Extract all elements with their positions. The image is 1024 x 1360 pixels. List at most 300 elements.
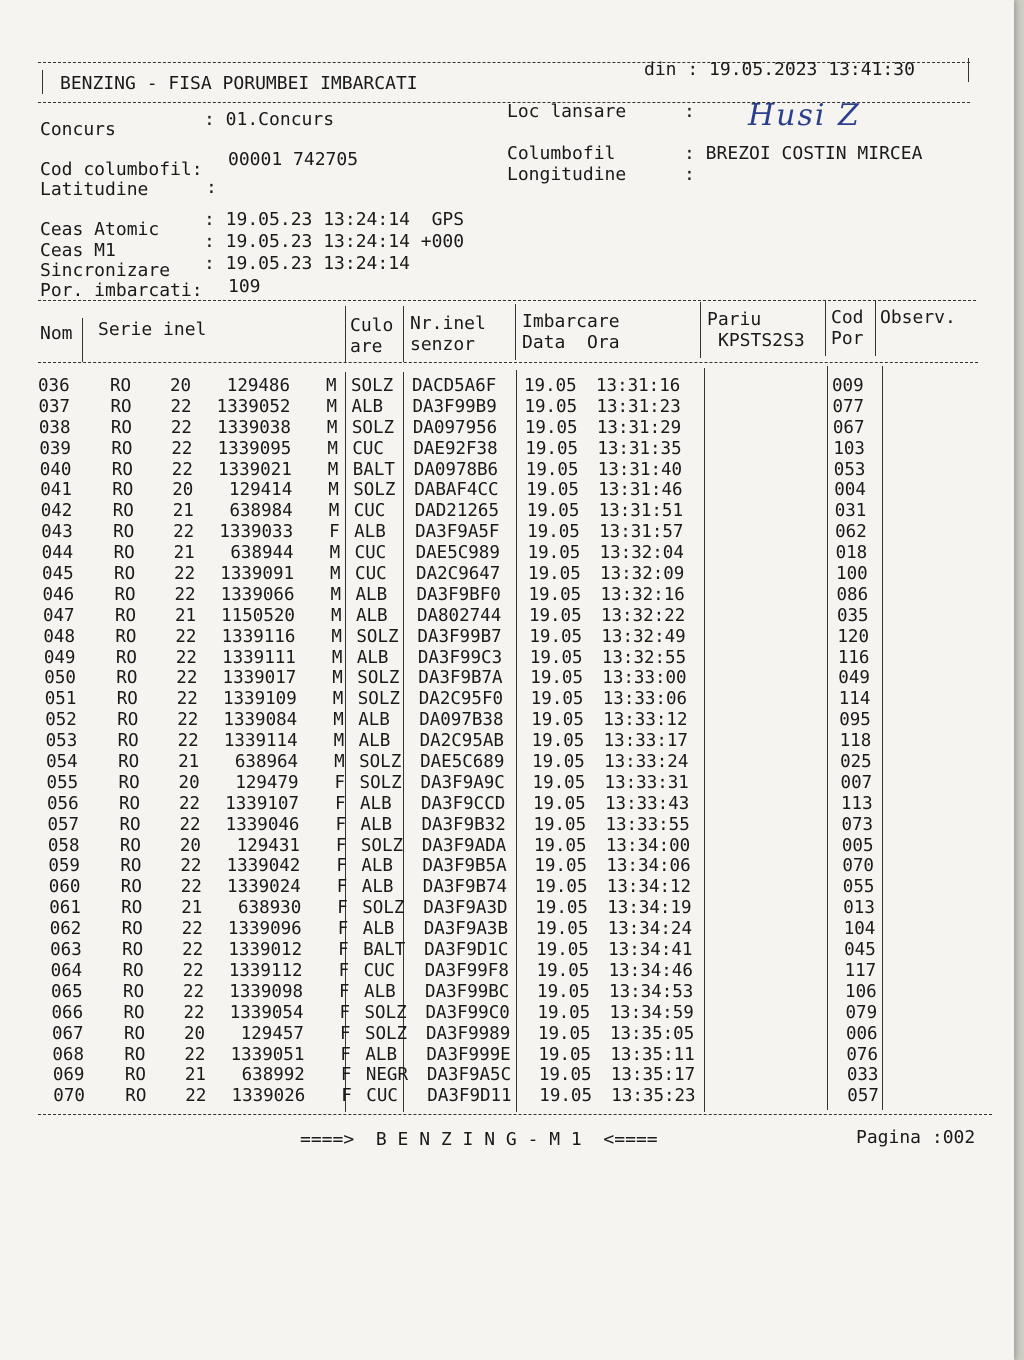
pigeon-code-cell: 004 (834, 480, 866, 501)
nom-cell: 069 (52, 1065, 85, 1086)
nom-cell: 059 (48, 856, 80, 877)
color-cell: SOLZ (357, 689, 400, 710)
color-cell: ALB (362, 919, 395, 940)
columbofil-value: : BREZOI COSTIN MIRCEA (684, 143, 923, 164)
pigeon-code-cell: 100 (836, 564, 868, 585)
footer-brand: ====> B E N Z I N G - M 1 <==== (300, 1129, 658, 1150)
ceas-m1-label: Ceas M1 (40, 240, 116, 261)
sensor-id-cell: DA3F99B7 (417, 626, 502, 647)
latitudine-colon: : (206, 177, 217, 198)
year-cell: 22 (174, 564, 196, 585)
concurs-label: Concurs (40, 119, 116, 140)
year-cell: 22 (183, 981, 205, 1002)
table-header-bottom-rule (38, 362, 978, 363)
time-cell: 13:33:12 (603, 710, 688, 731)
color-cell: SOLZ (362, 898, 405, 919)
nom-cell: 061 (49, 898, 81, 919)
year-cell: 20 (170, 376, 192, 396)
color-cell: ALB (360, 793, 392, 814)
time-cell: 13:33:00 (602, 668, 687, 689)
cod-columbofil-value: 00001 742705 (228, 149, 359, 170)
sex-cell: F (339, 1023, 351, 1044)
sensor-id-cell: DA3F9ADA (421, 835, 507, 856)
pigeon-code-cell: 062 (835, 522, 867, 543)
date-cell: 19.05 (536, 940, 589, 961)
time-cell: 13:35:05 (609, 1023, 695, 1044)
country-cell: RO (124, 1065, 146, 1086)
date-cell: 19.05 (524, 417, 578, 438)
pigeon-code-cell: 009 (832, 376, 864, 396)
pigeon-code-cell: 055 (842, 877, 875, 898)
date-cell: 19.05 (528, 605, 582, 626)
date-cell: 19.05 (527, 522, 580, 543)
color-cell: ALB (354, 522, 386, 543)
color-cell: ALB (361, 856, 393, 877)
country-cell: RO (116, 689, 138, 710)
pigeon-code-cell: 106 (845, 981, 877, 1002)
header-left-bar (42, 70, 43, 94)
sex-cell: F (336, 877, 348, 898)
cod-columbofil-label: Cod columbofil: (40, 159, 203, 180)
nom-cell: 043 (41, 522, 73, 543)
sensor-id-cell: DA3F99C0 (425, 1002, 510, 1023)
col-header-cod-1: Cod (831, 307, 864, 328)
country-cell: RO (123, 1002, 145, 1023)
time-cell: 13:31:57 (599, 522, 684, 543)
date-cell: 19.05 (535, 919, 589, 940)
date-cell: 19.05 (533, 793, 586, 814)
nom-cell: 057 (47, 814, 80, 835)
country-cell: RO (110, 376, 132, 396)
ring-number-cell: 129479 (235, 772, 299, 793)
time-cell: 13:31:51 (598, 501, 683, 522)
body-divider-culoare (403, 372, 404, 1112)
pigeon-code-cell: 076 (846, 1044, 878, 1065)
ring-number-cell: 1339042 (226, 856, 301, 877)
sex-cell: M (332, 668, 343, 689)
date-cell: 19.05 (536, 960, 590, 981)
sex-cell: F (340, 1065, 352, 1086)
nom-cell: 046 (42, 584, 75, 605)
ring-number-cell: 1339084 (223, 710, 298, 731)
body-divider-imbarcare (704, 368, 705, 1112)
country-cell: RO (110, 417, 132, 438)
sex-cell: M (326, 417, 338, 438)
color-cell: ALB (360, 814, 393, 835)
longitudine-label: Longitudine (507, 164, 627, 185)
sensor-id-cell: DA3F99B9 (412, 396, 497, 417)
concurs-value: : 01.Concurs (204, 109, 335, 130)
year-cell: 22 (176, 689, 198, 710)
ring-number-cell: 129414 (229, 480, 293, 501)
pigeon-code-cell: 120 (837, 626, 869, 647)
sensor-id-cell: DA3F9D11 (427, 1086, 512, 1107)
color-cell: ALB (356, 647, 389, 668)
nom-cell: 064 (50, 960, 83, 981)
country-cell: RO (122, 960, 144, 981)
nom-cell: 049 (43, 647, 76, 668)
pigeon-code-cell: 079 (845, 1002, 878, 1023)
pigeon-code-cell: 086 (836, 584, 869, 605)
color-cell: CUC (366, 1086, 398, 1107)
sensor-id-cell: DA802744 (416, 605, 502, 626)
year-cell: 22 (179, 814, 201, 835)
pigeon-code-cell: 006 (845, 1023, 878, 1044)
time-cell: 13:32:04 (599, 543, 684, 564)
time-cell: 13:31:46 (598, 480, 683, 501)
sex-cell: F (340, 1044, 351, 1065)
date-cell: 19.05 (537, 1023, 591, 1044)
sex-cell: M (329, 543, 341, 564)
sensor-id-cell: DA097B38 (419, 710, 504, 731)
color-cell: SOLZ (353, 480, 396, 501)
date-cell: 19.05 (534, 856, 588, 877)
date-cell: 19.05 (528, 564, 581, 585)
page-number: Pagina :002 (856, 1127, 976, 1148)
country-cell: RO (120, 856, 142, 877)
sensor-id-cell: DA3F9B7A (418, 668, 503, 689)
time-cell: 13:34:59 (609, 1002, 694, 1023)
nom-cell: 038 (38, 417, 71, 438)
country-cell: RO (118, 752, 140, 773)
date-cell: 19.05 (531, 731, 585, 752)
color-cell: BALT (363, 940, 406, 961)
latitudine-label: Latitudine (40, 179, 149, 200)
year-cell: 22 (175, 647, 197, 668)
ring-number-cell: 1339095 (217, 438, 292, 459)
ring-number-cell: 1339091 (220, 564, 295, 585)
date-cell: 19.05 (538, 1065, 592, 1086)
pigeon-code-cell: 118 (839, 731, 872, 752)
col-header-nrinel-1: Nr.inel (410, 313, 486, 334)
time-cell: 13:32:22 (600, 605, 686, 626)
sensor-id-cell: DA3F99F8 (424, 960, 509, 981)
time-cell: 13:34:41 (608, 940, 693, 961)
time-cell: 13:31:40 (597, 459, 683, 480)
time-cell: 13:34:00 (605, 835, 691, 856)
sex-cell: M (330, 605, 342, 626)
pigeon-code-cell: 005 (841, 835, 874, 856)
sex-cell: F (336, 856, 347, 877)
nom-cell: 039 (39, 438, 71, 459)
country-cell: RO (124, 1044, 146, 1065)
year-cell: 22 (170, 396, 192, 417)
nom-cell: 063 (50, 940, 82, 961)
country-cell: RO (117, 731, 139, 752)
year-cell: 22 (177, 710, 199, 731)
sex-cell: M (328, 501, 340, 522)
year-cell: 21 (173, 543, 195, 564)
nom-cell: 068 (52, 1044, 84, 1065)
country-cell: RO (110, 396, 132, 417)
year-cell: 22 (182, 940, 204, 961)
col-header-nrinel-2: senzor (410, 334, 476, 355)
ring-number-cell: 638930 (238, 898, 302, 919)
sensor-id-cell: DAD21265 (414, 501, 499, 522)
color-cell: SOLZ (351, 376, 394, 396)
year-cell: 20 (183, 1023, 206, 1044)
country-cell: RO (117, 710, 139, 731)
pigeon-code-cell: 013 (843, 898, 875, 919)
country-cell: RO (113, 543, 135, 564)
date-cell: 19.05 (539, 1086, 592, 1107)
color-cell: SOLZ (357, 668, 400, 689)
ring-number-cell: 129457 (240, 1023, 304, 1044)
ceas-m1-value: : 19.05.23 13:24:14 +000 (204, 231, 465, 252)
color-cell: CUC (353, 501, 386, 522)
nom-cell: 050 (44, 668, 76, 689)
pigeon-code-cell: 103 (833, 438, 865, 459)
ring-number-cell: 1339109 (222, 689, 297, 710)
time-cell: 13:35:11 (610, 1044, 695, 1065)
country-cell: RO (120, 877, 142, 898)
time-cell: 13:31:29 (596, 417, 682, 438)
sex-cell: F (335, 793, 346, 814)
date-cell: 19.05 (527, 543, 581, 564)
time-cell: 13:31:16 (596, 376, 681, 396)
sex-cell: M (334, 752, 345, 773)
sensor-id-cell: DA3F999E (426, 1044, 511, 1065)
col-divider-pariu (825, 300, 826, 356)
ring-number-cell: 1339116 (221, 626, 296, 647)
time-cell: 13:33:17 (603, 731, 688, 752)
color-cell: SOLZ (351, 417, 395, 438)
nom-cell: 045 (42, 564, 74, 585)
sensor-id-cell: DA2C95AB (419, 731, 504, 752)
year-cell: 22 (180, 856, 202, 877)
col-header-pariu-1: Pariu (707, 309, 762, 330)
sensor-id-cell: DA3F9B32 (421, 814, 506, 835)
ceas-atomic-value: : 19.05.23 13:24:14 GPS (204, 209, 465, 230)
country-cell: RO (123, 981, 145, 1002)
sensor-id-cell: DA3F9A9C (420, 772, 505, 793)
nom-cell: 048 (43, 626, 75, 647)
sincronizare-label: Sincronizare (40, 260, 171, 281)
sex-cell: F (339, 981, 350, 1002)
sensor-id-cell: DA3F9A3B (423, 919, 508, 940)
year-cell: 22 (174, 584, 196, 605)
pigeon-code-cell: 077 (832, 396, 865, 417)
country-cell: RO (114, 564, 136, 585)
sensor-id-cell: DAE5C989 (415, 543, 500, 564)
time-cell: 13:33:24 (604, 752, 689, 773)
ring-number-cell: 1339051 (230, 1044, 305, 1065)
date-cell: 19.05 (528, 584, 582, 605)
pigeon-code-cell: 033 (846, 1065, 879, 1086)
ring-number-cell: 1339054 (229, 1002, 304, 1023)
country-cell: RO (111, 438, 133, 459)
sex-cell: M (333, 710, 344, 731)
col-header-culoare-1: Culo (350, 315, 394, 336)
col-divider-senzor (515, 304, 516, 360)
nom-cell: 066 (51, 1002, 84, 1023)
date-cell: 19.05 (530, 668, 583, 689)
sensor-id-cell: DA0978B6 (413, 459, 499, 480)
sex-cell: F (341, 1086, 352, 1107)
year-cell: 22 (181, 919, 203, 940)
year-cell: 22 (177, 731, 199, 752)
ring-number-cell: 1339026 (231, 1086, 306, 1107)
body-divider-pariu (827, 366, 828, 1110)
date-cell: 19.05 (529, 647, 583, 668)
country-cell: RO (122, 940, 144, 961)
year-cell: 22 (183, 1002, 205, 1023)
color-cell: CUC (352, 438, 384, 459)
nom-cell: 040 (39, 459, 72, 480)
year-cell: 22 (173, 522, 195, 543)
col-header-serie: Serie inel (98, 319, 207, 340)
loc-lansare-label: Loc lansare (507, 101, 627, 122)
time-cell: 13:31:23 (596, 396, 681, 417)
pigeon-code-cell: 057 (847, 1086, 879, 1107)
col-divider-cod (875, 300, 876, 356)
loc-lansare-colon: : (684, 101, 695, 122)
date-cell: 19.05 (531, 710, 584, 731)
country-cell: RO (119, 793, 141, 814)
header-right-bar (968, 58, 969, 82)
date-cell: 19.05 (524, 396, 578, 417)
sex-cell: M (331, 626, 342, 647)
col-divider-nom (82, 318, 83, 362)
pigeon-code-cell: 025 (840, 752, 872, 773)
nom-cell: 065 (51, 981, 83, 1002)
color-cell: CUC (355, 564, 387, 585)
pigeon-code-cell: 116 (837, 647, 870, 668)
sensor-id-cell: DA2C9647 (416, 564, 501, 585)
nom-cell: 051 (44, 689, 77, 710)
color-cell: SOLZ (364, 1002, 407, 1023)
ring-number-cell: 1339012 (228, 940, 303, 961)
col-divider-culoare (403, 306, 404, 362)
pigeon-code-cell: 049 (838, 668, 870, 689)
sensor-id-cell: DA3F9CCD (421, 793, 506, 814)
time-cell: 13:34:24 (607, 919, 692, 940)
time-cell: 13:32:49 (601, 626, 686, 647)
sex-cell: M (330, 584, 342, 605)
nom-cell: 056 (47, 793, 79, 814)
color-cell: ALB (351, 396, 384, 417)
year-cell: 20 (178, 772, 200, 793)
nom-cell: 041 (40, 480, 72, 501)
date-cell: 19.05 (526, 480, 579, 501)
time-cell: 13:35:23 (611, 1086, 696, 1107)
pigeon-code-cell: 053 (833, 459, 866, 480)
ring-number-cell: 1339098 (229, 981, 304, 1002)
por-imbarcati-value: 109 (228, 276, 261, 297)
time-cell: 13:33:31 (604, 772, 689, 793)
col-divider-imbarcare (700, 302, 701, 358)
pigeon-code-cell: 031 (834, 501, 867, 522)
date-cell: 19.05 (537, 981, 590, 1002)
time-cell: 13:34:53 (609, 981, 694, 1002)
country-cell: RO (118, 772, 140, 793)
ring-number-cell: 1339112 (228, 960, 303, 981)
year-cell: 20 (179, 835, 201, 856)
sex-cell: F (337, 898, 348, 919)
sensor-id-cell: DA3F9B74 (422, 877, 508, 898)
sensor-id-cell: DA2C95F0 (418, 689, 504, 710)
col-header-pariu-2: KPSTS2S3 (718, 330, 805, 351)
sensor-id-cell: DA3F9A5C (426, 1065, 512, 1086)
report-datetime: din : 19.05.2023 13:41:30 (644, 59, 915, 80)
date-cell: 19.05 (533, 835, 587, 856)
ring-number-cell: 1339021 (218, 459, 292, 480)
ring-number-cell: 1339066 (220, 584, 295, 605)
date-cell: 19.05 (530, 689, 584, 710)
year-cell: 22 (184, 1044, 206, 1065)
ring-number-cell: 1339111 (222, 647, 296, 668)
country-cell: RO (125, 1086, 147, 1107)
color-cell: ALB (355, 605, 388, 626)
sex-cell: M (327, 438, 338, 459)
year-cell: 21 (178, 752, 200, 773)
date-cell: 19.05 (532, 772, 586, 793)
color-cell: ALB (361, 877, 394, 898)
color-cell: SOLZ (359, 772, 402, 793)
columbofil-label: Columbofil (507, 143, 616, 164)
sincronizare-value: : 19.05.23 13:24:14 (204, 253, 410, 274)
color-cell: SOLZ (364, 1023, 408, 1044)
color-cell: BALT (352, 459, 395, 480)
color-cell: CUC (354, 543, 387, 564)
pigeon-code-cell: 045 (844, 940, 876, 961)
nom-cell: 060 (48, 877, 81, 898)
ring-number-cell: 638992 (241, 1065, 305, 1086)
nom-cell: 067 (51, 1023, 84, 1044)
ring-number-cell: 1339107 (225, 793, 299, 814)
time-cell: 13:34:19 (607, 898, 692, 919)
ring-number-cell: 1339046 (225, 814, 300, 835)
col-header-culoare-2: are (350, 336, 383, 357)
date-cell: 19.05 (525, 438, 579, 459)
body-divider-senzor (516, 370, 517, 1112)
time-cell: 13:34:06 (606, 856, 691, 877)
date-cell: 19.05 (537, 1002, 591, 1023)
sex-cell: M (331, 647, 343, 668)
country-cell: RO (114, 584, 136, 605)
ring-number-cell: 1339096 (227, 919, 302, 940)
pigeon-code-cell: 113 (841, 793, 873, 814)
sensor-id-cell: DA3F9989 (425, 1023, 511, 1044)
nom-cell: 070 (53, 1086, 85, 1107)
nom-cell: 055 (46, 772, 79, 793)
por-imbarcati-label: Por. imbarcati: (40, 280, 203, 301)
date-cell: 19.05 (526, 501, 580, 522)
sex-cell: M (333, 731, 345, 752)
ring-number-cell: 129431 (236, 835, 300, 856)
sex-cell: F (329, 522, 340, 543)
year-cell: 22 (179, 793, 201, 814)
sex-cell: M (328, 480, 339, 501)
pigeon-code-cell: 007 (840, 772, 873, 793)
color-cell: SOLZ (356, 626, 399, 647)
sensor-id-cell: DA3F9A3D (423, 898, 508, 919)
year-cell: 22 (180, 877, 202, 898)
col-divider-serie (345, 306, 346, 362)
pigeon-code-cell: 018 (835, 543, 868, 564)
ceas-atomic-label: Ceas Atomic (40, 219, 160, 240)
sex-cell: F (339, 1002, 351, 1023)
nom-cell: 052 (45, 710, 77, 731)
time-cell: 13:31:35 (597, 438, 682, 459)
color-cell: ALB (358, 710, 390, 731)
sex-cell: M (332, 689, 344, 710)
nom-cell: 042 (40, 501, 73, 522)
pigeon-code-cell: 114 (838, 689, 871, 710)
year-cell: 21 (172, 501, 194, 522)
table-bottom-rule (38, 1114, 992, 1115)
col-header-imbarcare-2: Data Ora (522, 332, 620, 353)
